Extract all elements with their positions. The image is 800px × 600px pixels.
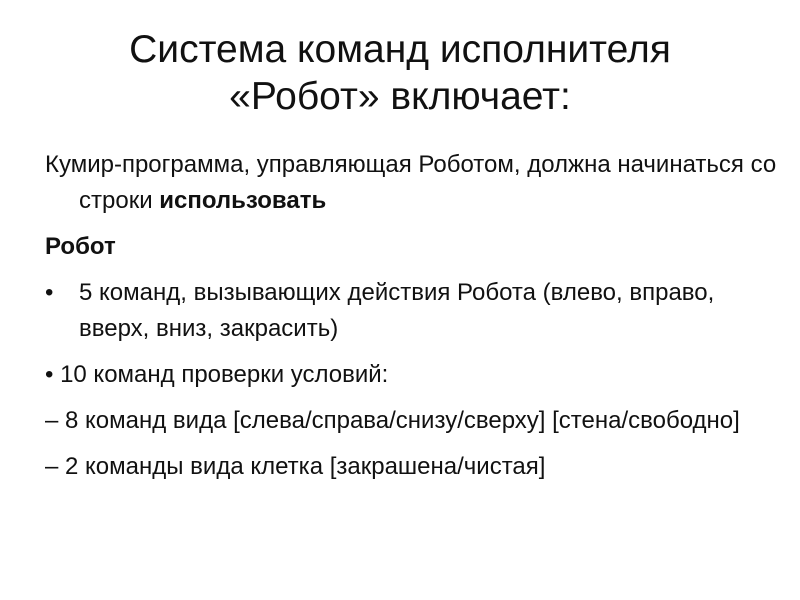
- slide-body: [45, 147, 785, 495]
- intro-paragraph: [45, 147, 785, 219]
- robot-keyword: Робот: [45, 233, 116, 260]
- bullet-icon: •: [45, 279, 54, 306]
- intro-keyword: использовать: [159, 187, 327, 214]
- list-item-text: 5 команд, вызывающих действия Робота (влево, вправо, вверх, вниз, закрасить): [79, 279, 715, 342]
- slide-title: [0, 26, 800, 120]
- robot-line: [45, 229, 785, 265]
- list-item: • 10 команд проверки условий:: [45, 361, 389, 388]
- intro-text: Кумир-программа, управляющая Роботом, должна начинаться со строки: [45, 151, 777, 214]
- slide-title-line-1: Система команд исполнителя: [129, 28, 671, 71]
- list-item: – 8 команд вида [слева/справа/снизу/сверху] [стена/свободно]: [45, 407, 740, 434]
- list-item: [45, 275, 785, 347]
- slide-title-line-2: «Робот» включает:: [229, 75, 571, 118]
- list-item: – 2 команды вида клетка [закрашена/чистая]: [45, 453, 546, 480]
